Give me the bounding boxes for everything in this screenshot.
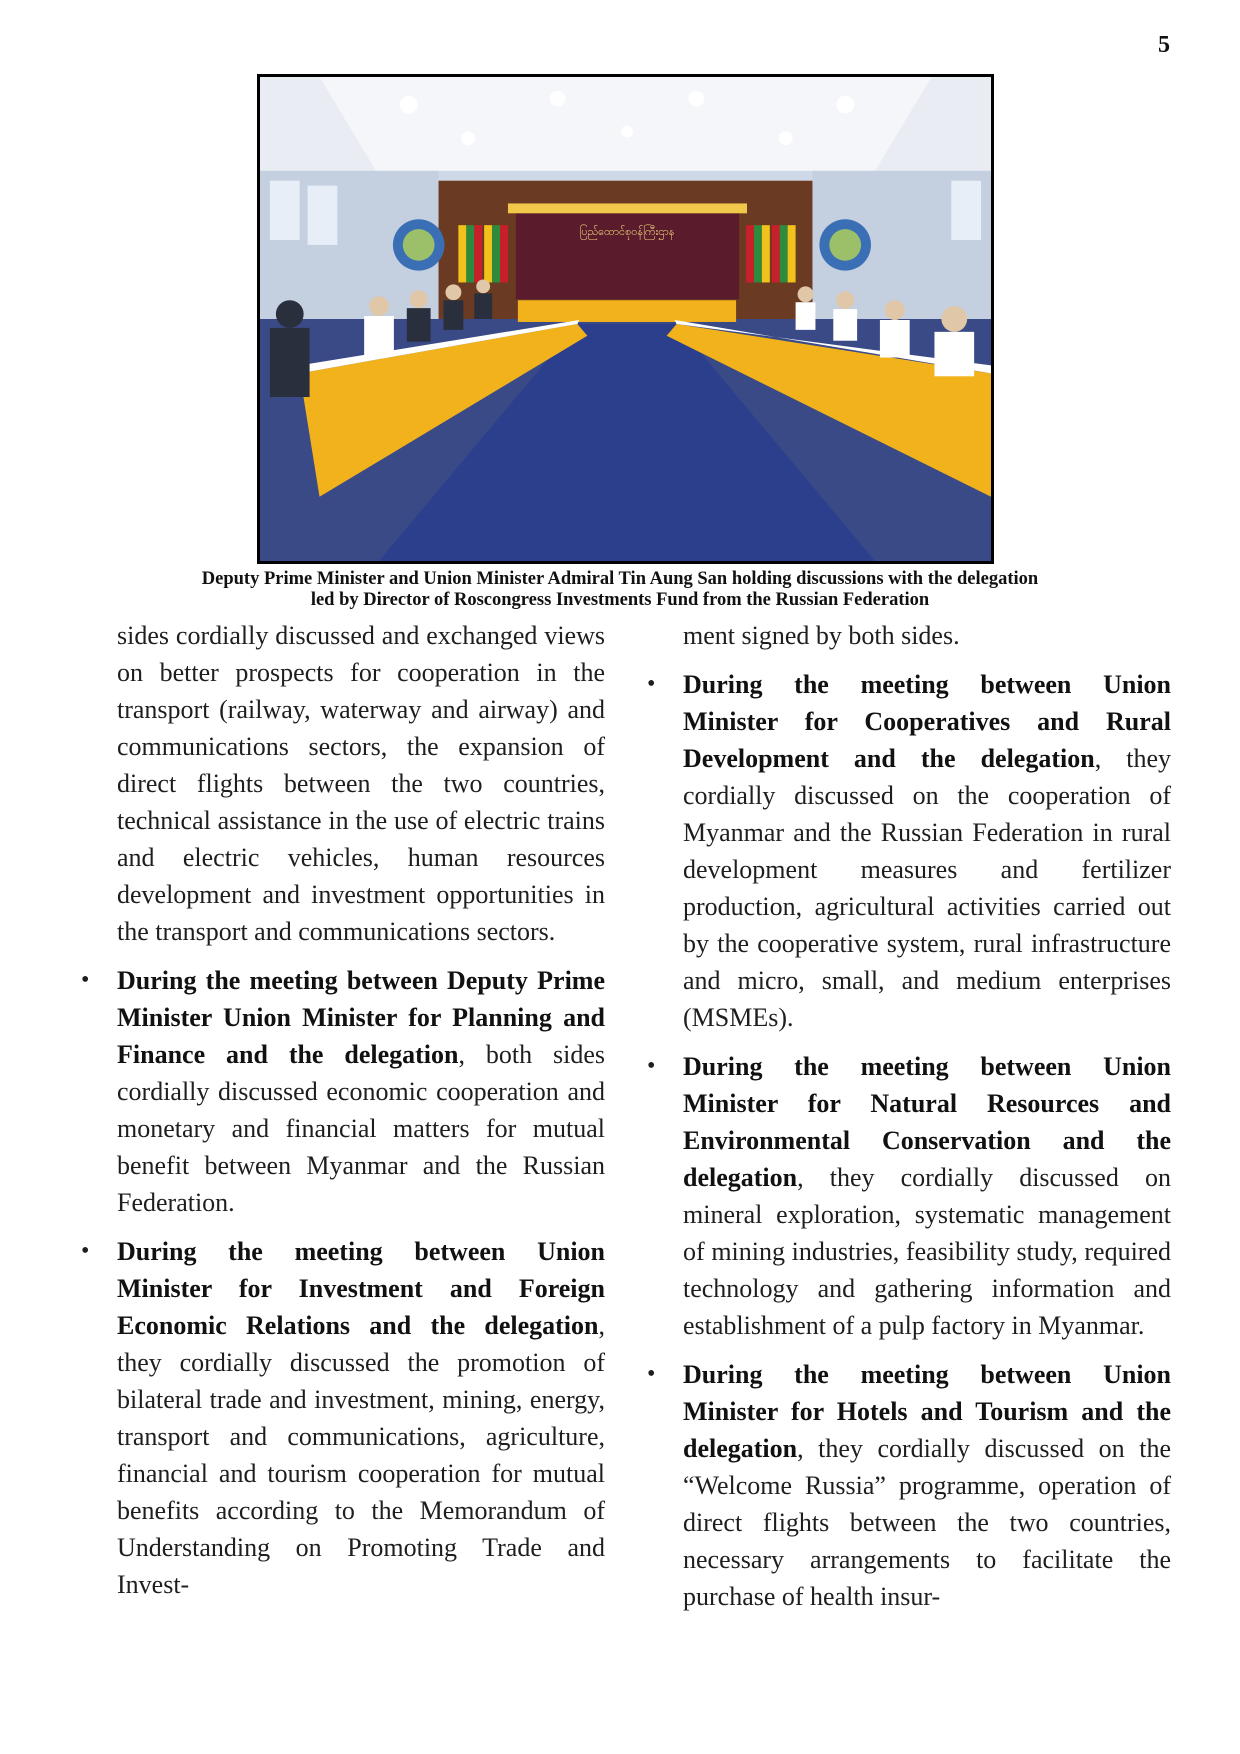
bullet-body: , they cordially discussed on mineral exploration, systematic management of mining industries, feasibility study, required technology and gathering information and establishment of a pulp factory in Myanmar. xyxy=(683,1163,1171,1340)
meeting-hall-photo xyxy=(257,74,994,564)
caption-line-1: Deputy Prime Minister and Union Minister Admiral Tin Aung San holding discussions with the delegation xyxy=(201,569,1039,589)
caption-line-2: led by Director of Roscongress Investments Fund from the Russian Federation xyxy=(310,590,930,610)
bullet-natural-resources xyxy=(683,1048,1171,1344)
bullet-body: , they cordially discussed the promotion of bilateral trade and investment, mining, energy, transport and communications, agriculture, financial and tourism cooperation for mutual benefits according to the Memorandum of Understanding on Promoting Trade and Invest- xyxy=(117,1311,605,1599)
right-continuation-paragraph: ment signed by both sides. xyxy=(683,621,960,650)
banner-text: ပြည်ထောင်စုဝန်ကြီးဌာန xyxy=(579,225,675,239)
bullet-hotels-tourism xyxy=(683,1356,1171,1615)
bullet-body: , both sides cordially discussed economic cooperation and monetary and financial matters for mutual benefit between Myanmar and the Russian Federation. xyxy=(117,1040,605,1217)
left-continuation-paragraph: sides cordially discussed and exchanged views on better prospects for cooperation in the transport (railway, waterway and airway) and communications sectors, the expansion of direct flights between the two countries, technical assistance in the use of electric trains and electric vehicles, human resources development and investment opportunities in the transport and communications sectors. xyxy=(117,621,605,946)
bullet-lead-bold: During the meeting between Union Minister for Hotels and Tourism and the delegation xyxy=(683,1360,1171,1463)
bullet-planning-finance xyxy=(117,962,605,1221)
left-column xyxy=(117,617,605,1615)
bullet-lead-bold: During the meeting between Union Minister for Natural Resources and Environmental Conservation and the delegation xyxy=(683,1052,1171,1192)
photo-caption xyxy=(110,569,1130,611)
bullet-lead-bold: During the meeting between Union Minister for Cooperatives and Rural Development and the delegation xyxy=(683,670,1171,773)
page-number: 5 xyxy=(1158,32,1170,58)
bullet-body: , they cordially discussed on the cooperation of Myanmar and the Russian Federation in rural development measures and fertilizer production, agricultural activities carried out by the cooperative system, rural infrastructure and micro, small, and medium enterprises (MSMEs). xyxy=(683,744,1171,1032)
bullet-investment-foreign-relations xyxy=(117,1233,605,1603)
bullet-lead-bold: During the meeting between Union Minister for Investment and Foreign Economic Relations and the delegation xyxy=(117,1237,605,1340)
bullet-body: , they cordially discussed on the “Welcome Russia” programme, operation of direct flights between the two countries, necessary arrangements to facilitate the purchase of health insur- xyxy=(683,1434,1171,1611)
photo-illustration xyxy=(260,77,991,561)
right-column xyxy=(683,617,1171,1627)
bullet-cooperatives-rural-development xyxy=(683,666,1171,1036)
bullet-lead-bold: During the meeting between Deputy Prime Minister Union Minister for Planning and Finance and the delegation xyxy=(117,966,605,1069)
